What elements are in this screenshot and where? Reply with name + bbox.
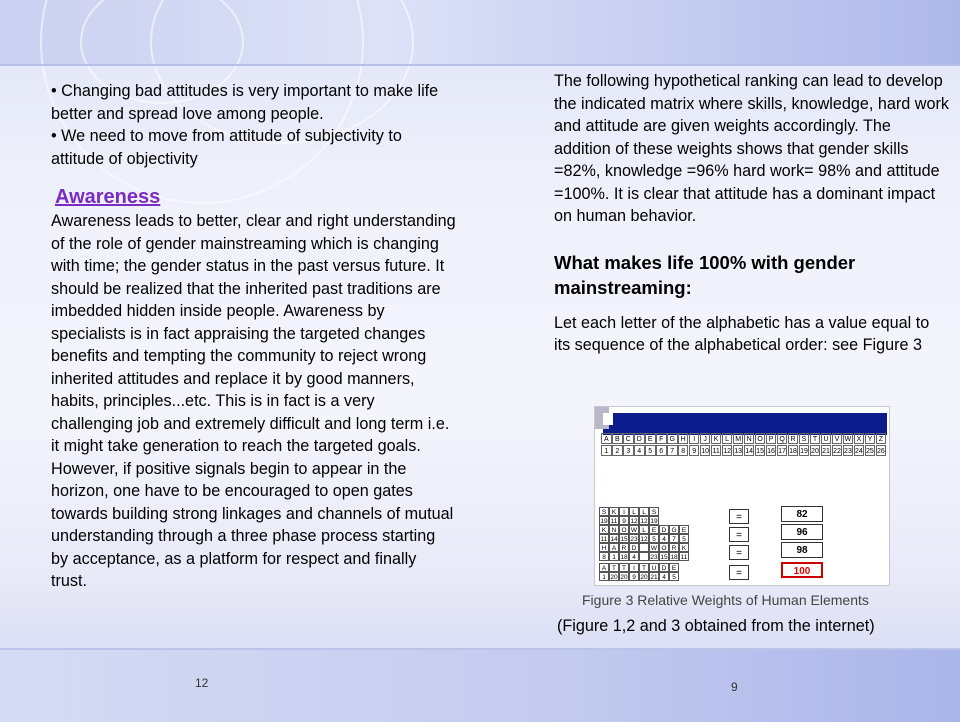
equals-box: = [729,565,749,580]
alphabet-number-cell: 9 [689,445,700,456]
word-value-cell: 5 [669,572,679,581]
word-letter-cell: D [629,543,639,552]
right-column [554,70,949,357]
total-value-box: 98 [781,542,823,558]
word-letter-cell: K [679,543,689,552]
alphabet-number-cell: 14 [744,445,755,456]
word-letters [599,507,659,516]
alphabet-letter-cell: O [755,433,766,444]
page-number-left: 12 [195,676,209,690]
alphabet-number-cell: 11 [711,445,722,456]
word-letter-cell: L [639,525,649,534]
word-values [599,552,689,561]
word-letter-cell: E [669,563,679,572]
alphabet-number-cell: 4 [634,445,645,456]
word-value-cell: 9 [629,572,639,581]
alphabet-number-cell: 7 [667,445,678,456]
alphabet-numbers-row [601,445,887,456]
word-letters [599,563,679,572]
alphabet-letter-cell: N [744,433,755,444]
alphabet-letter-cell: F [656,433,667,444]
life-100-heading: What makes life 100% with gender mainstreaming: [554,251,856,298]
word-letter-cell: D [659,525,669,534]
alphabet-number-cell: 17 [777,445,788,456]
header-divider [0,64,960,66]
word-letters [599,525,689,534]
alphabet-letter-cell: E [645,433,656,444]
word-letter-cell [639,543,649,552]
figure-source-note: (Figure 1,2 and 3 obtained from the internet) [557,617,875,635]
word-letter-cell: K [599,525,609,534]
alphabet-letter-cell: W [843,433,854,444]
alphabet-letter-cell: H [678,433,689,444]
word-letter-cell: O [659,543,669,552]
word-letter-cell: E [649,525,659,534]
alphabet-letter-cell: L [722,433,733,444]
alphabet-number-cell: 19 [799,445,810,456]
alphabet-number-cell: 15 [755,445,766,456]
word-value-cell: 9 [619,516,629,525]
word-row [599,525,689,543]
alphabet-number-cell: 12 [722,445,733,456]
alphabet-number-cell: 18 [788,445,799,456]
word-row [599,563,679,581]
alphabet-letter-cell: B [612,433,623,444]
word-values [599,516,659,525]
word-value-cell: 12 [640,536,648,543]
figure-corner-mark [603,413,613,425]
word-letter-cell: N [609,525,619,534]
word-value-cell: 4 [659,572,669,581]
alphabet-letter-cell: Y [865,433,876,444]
word-row [599,543,689,561]
word-value-cell: 15 [660,554,668,561]
figure-caption: Figure 3 Relative Weights of Human Elements [582,592,869,608]
alphabet-letter-cell: V [832,433,843,444]
alphabet-letter-cell: R [788,433,799,444]
left-column [51,80,456,593]
footer-band [0,648,960,722]
word-value-cell: 20 [620,574,628,581]
alphabet-number-cell: 13 [733,445,744,456]
word-letter-cell: A [609,543,619,552]
word-letter-cell: D [659,563,669,572]
alphabet-number-cell: 3 [623,445,634,456]
alphabet-letter-cell: G [667,433,678,444]
word-value-cell: 1 [599,572,609,581]
total-value-box: 96 [781,524,823,540]
alphabet-letter-cell: C [623,433,634,444]
awareness-heading: Awareness [55,186,161,208]
alphabet-number-cell: 8 [678,445,689,456]
equals-box: = [729,509,749,524]
alphabet-letter-cell: Q [777,433,788,444]
alphabet-letters-row [601,433,887,444]
alphabet-number-cell: 16 [766,445,777,456]
word-value-cell: 18 [620,554,628,561]
word-letter-cell: W [630,527,638,534]
word-letter-cell: G [669,525,679,534]
word-letter-cell: L [629,507,639,516]
word-value-cell: 14 [610,536,618,543]
alphabet-number-cell: 23 [843,445,854,456]
alphabet-letter-cell: J [700,433,711,444]
word-values [599,534,689,543]
word-value-cell: 23 [650,554,658,561]
word-value-cell: 1 [609,552,619,561]
word-letter-cell: U [649,563,659,572]
alphabet-letter-cell: A [601,433,612,444]
word-letter-cell: T [639,563,649,572]
word-letter-cell: O [619,525,629,534]
word-letter-cell: K [609,507,619,516]
alphabet-number-cell: 6 [656,445,667,456]
word-value-cell: 4 [629,552,639,561]
word-row [599,507,659,525]
word-letter-cell: A [599,563,609,572]
alphabet-number-cell: 24 [854,445,865,456]
word-value-cell: 12 [630,518,638,525]
word-letter-cell: S [649,507,659,516]
word-value-cell: 8 [599,552,609,561]
bullet-attitudes: • Changing bad attitudes is very important to make life better and spread love among people. [51,82,439,123]
alphabet-letter-cell: K [711,433,722,444]
alphabet-number-cell: 2 [612,445,623,456]
word-value-cell: 20 [610,574,618,581]
word-letter-cell: R [619,543,629,552]
alphabet-letter-cell: X [854,433,865,444]
word-letter-cell: I [629,563,639,572]
bullet-objectivity: • We need to move from attitude of subjectivity to attitude of objectivity [51,127,402,168]
equals-box: = [729,527,749,542]
word-letter-cell: L [639,507,649,516]
word-value-cell: 15 [620,536,628,543]
alphabet-number-cell: 22 [832,445,843,456]
ranking-intro: The following hypothetical ranking can lead to develop the indicated matrix where skills, knowledge, hard work and attitude are given weights accordingly. The addition of these weights shows that gender skills =82%, knowledge =96% hard work= 98% and attitude =100%. It is clear that attitude has a dominant impact on human behavior. [554,72,949,225]
alphabet-number-cell: 10 [700,445,711,456]
word-value-cell: 19 [650,518,658,525]
word-value-cell: 5 [649,534,659,543]
awareness-body: Awareness leads to better, clear and right understanding of the role of gender mainstreaming which is changing with time; the gender status in the past versus future. It should be realized that the inherited past traditions are imbedded hidden inside people. Awareness by specialists is in fact appraising the targeted changes benefits and tempting the community to reject wrong inherited attitudes and replace it by good manners, habits, principles...etc. This is in fact is a very challenging job and extremely difficult and long term i.e. it might take generation to reach the targeted goals. However, if positive signals begin to appear in the horizon, one have to be encouraged to open gates towards building strong linkages and channels of mutual understanding through a three phase process starting by acceptance, as a platform for respect and finally trust. [51,212,456,590]
total-value-box: 100 [781,562,823,578]
alphabet-letter-cell: Z [876,433,887,444]
alphabet-number-cell: 20 [810,445,821,456]
word-value-cell: 11 [600,536,608,543]
alphabet-number-cell: 25 [865,445,876,456]
word-letter-cell: T [619,563,629,572]
alphabet-explanation: Let each letter of the alphabetic has a value equal to its sequence of the alphabetical order: see Figure 3 [554,313,930,354]
word-value-cell: 18 [670,554,678,561]
word-letter-cell: T [609,563,619,572]
alphabet-letter-cell: S [799,433,810,444]
total-value-box: 82 [781,506,823,522]
word-value-cell: 7 [669,534,679,543]
word-value-cell: 19 [600,518,608,525]
word-value-cell [639,552,649,561]
word-value-cell: 12 [640,518,648,525]
word-letter-cell: W [650,545,658,552]
alphabet-letter-cell: U [821,433,832,444]
alphabet-letter-cell: M [733,433,744,444]
word-value-cell: 20 [640,574,648,581]
word-letter-cell: I [619,507,629,516]
alphabet-number-cell: 5 [645,445,656,456]
word-letter-cell: S [599,507,609,516]
word-value-cell: 4 [659,534,669,543]
word-letters [599,543,689,552]
alphabet-letter-cell: D [634,433,645,444]
page-number-right: 9 [731,680,738,694]
word-value-cell: 5 [679,534,689,543]
alphabet-number-cell: 21 [821,445,832,456]
word-letter-cell: H [599,543,609,552]
word-values [599,572,679,581]
alphabet-number-cell: 26 [876,445,887,456]
equals-box: = [729,545,749,560]
figure-title-bar [603,413,887,435]
word-value-cell: 21 [650,574,658,581]
word-letter-cell: E [679,525,689,534]
figure-3 [594,406,890,586]
alphabet-number-cell: 1 [601,445,612,456]
word-value-cell: 23 [630,536,638,543]
alphabet-letter-cell: P [766,433,777,444]
alphabet-letter-cell: T [810,433,821,444]
alphabet-letter-cell: I [689,433,700,444]
word-value-cell: 11 [610,518,618,525]
word-value-cell: 11 [680,554,688,561]
word-letter-cell: R [669,543,679,552]
